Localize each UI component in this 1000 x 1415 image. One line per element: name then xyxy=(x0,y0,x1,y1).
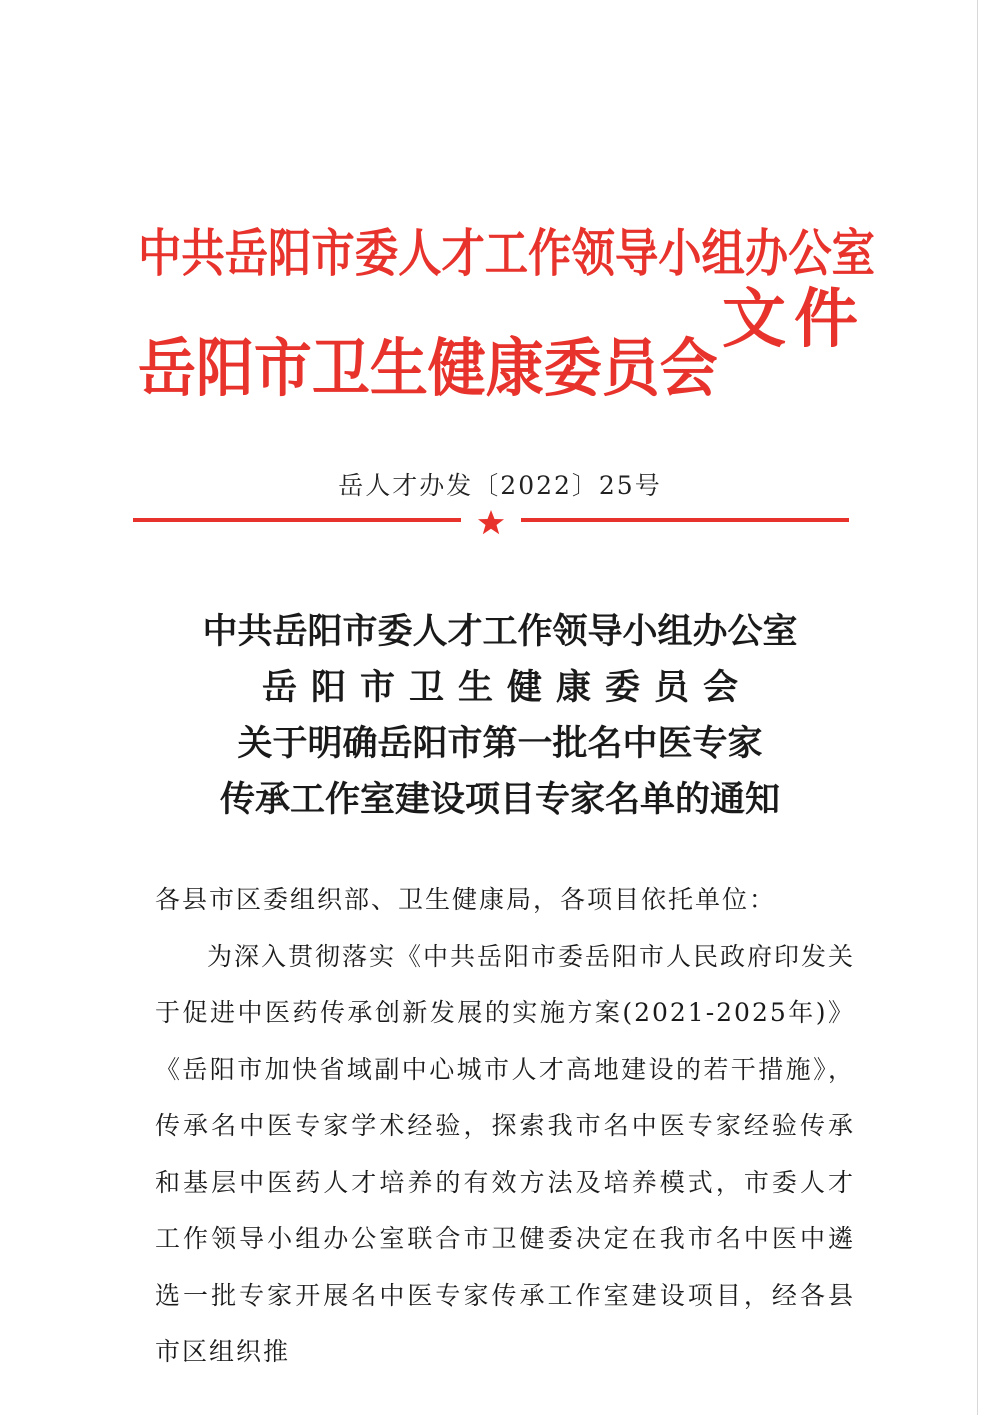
divider-line-right xyxy=(521,518,849,522)
document-body xyxy=(155,872,855,1381)
title-line-1: 中共岳阳市委人才工作领导小组办公室 xyxy=(202,611,798,652)
title-line-2: 岳阳市卫生健康委员会 xyxy=(261,667,752,708)
red-divider xyxy=(133,510,849,536)
body-paragraph: 为深入贯彻落实《中共岳阳市委岳阳市人民政府印发关于促进中医药传承创新发展的实施方案(2021-2025年)》《岳阳市加快省域副中心城市人才高地建设的若干措施》，传承名中医专家学术经验，探索我市名中医专家经验传承和基层中医药人才培养的有效方法及培养模式，市委人才工作领导小组办公室联合市卫健委决定在我市名中医中遴选一批专家开展名中医专家传承工作室建设项目，经各县市区组织推 xyxy=(155,941,856,1366)
document-title xyxy=(0,604,1000,828)
salutation: 各县市区委组织部、卫生健康局，各项目依托单位： xyxy=(155,885,777,914)
title-line-4: 传承工作室建设项目专家名单的通知 xyxy=(219,779,780,820)
star-icon xyxy=(478,510,504,534)
header-document-suffix: 文件 xyxy=(722,283,866,357)
header-org-line-2: 岳阳市卫生健康委员会 xyxy=(138,332,718,405)
title-line-3: 关于明确岳阳市第一批名中医专家 xyxy=(237,723,763,764)
divider-line-left xyxy=(133,518,461,522)
header-org-line-1: 中共岳阳市委人才工作领导小组办公室 xyxy=(138,225,875,284)
document-number: 岳人才办发〔2022〕25号 xyxy=(338,471,662,500)
